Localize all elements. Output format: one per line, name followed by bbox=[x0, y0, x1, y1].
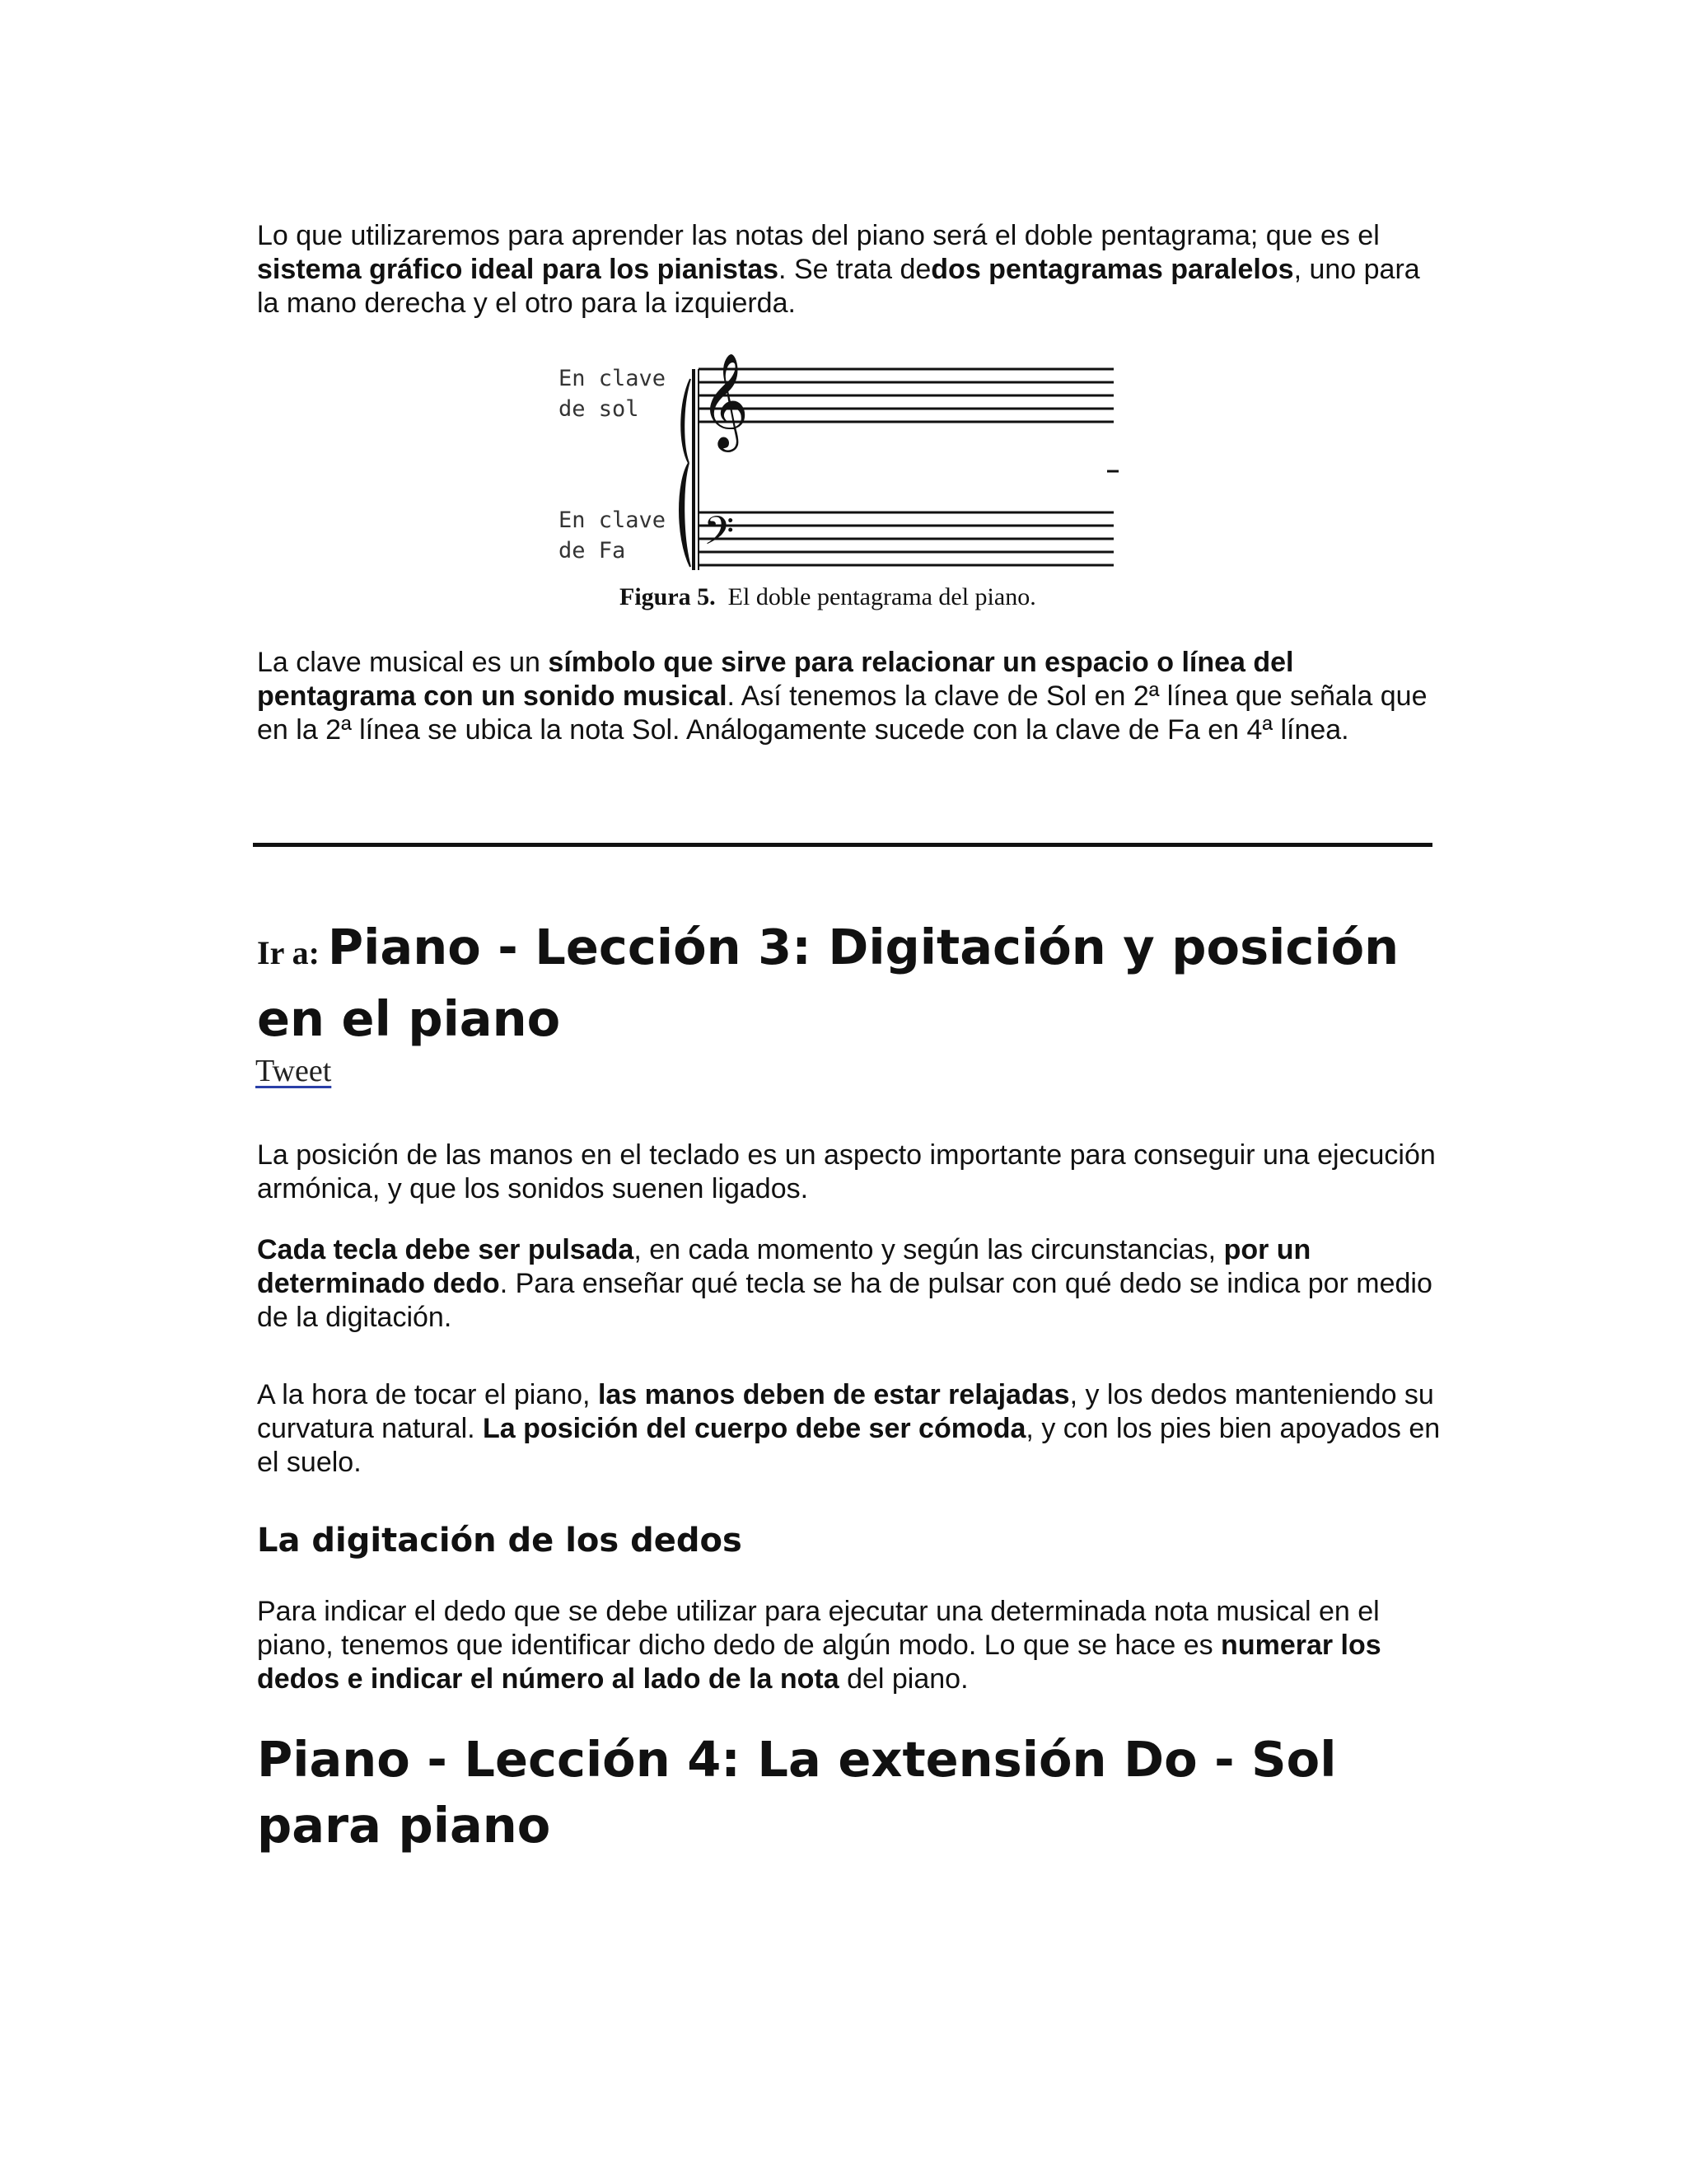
treble-staff bbox=[699, 369, 1114, 422]
brace-upper bbox=[681, 379, 690, 463]
p2-bold-1: Cada tecla debe ser pulsada bbox=[257, 1234, 634, 1265]
p3-text-1: A la hora de tocar el piano, bbox=[257, 1379, 598, 1410]
caption-text: El doble pentagrama del piano. bbox=[727, 583, 1036, 610]
lesson3-paragraph-1: La posición de las manos en el teclado es un aspecto importante para conseguir una ejecución armónica, y que los sonidos suenen ligados. bbox=[257, 1139, 1436, 1204]
intro-text-2: . Se trata de bbox=[778, 254, 932, 285]
grand-staff-image bbox=[554, 346, 1130, 593]
clave-paragraph bbox=[257, 646, 1443, 747]
p2-text-2: . Para enseñar qué tecla se ha de pulsar con qué dedo se indica por medio de la digitación. bbox=[257, 1268, 1432, 1333]
treble-label-line2: de sol bbox=[558, 396, 639, 422]
clave-text-1: La clave musical es un bbox=[257, 647, 549, 678]
bass-staff bbox=[699, 512, 1114, 565]
p3-bold-2: La posición del cuerpo debe ser cómoda bbox=[483, 1413, 1026, 1444]
intro-paragraph bbox=[257, 219, 1443, 320]
lesson3-prefix: Ir a: bbox=[257, 934, 328, 971]
tweet-link[interactable]: Tweet bbox=[255, 1054, 332, 1088]
clave-bold-1: símbolo que sirve para relacionar un espacio o línea del pentagrama con un sonido musical bbox=[257, 647, 1294, 712]
brace-lower bbox=[680, 463, 690, 567]
intro-text-3: , uno para la mano derecha y el otro para la izquierda. bbox=[257, 254, 1420, 319]
caption-label: Figura 5. bbox=[619, 583, 716, 610]
p3-text-2: , y los dedos manteniendo su curvatura natural. bbox=[257, 1379, 1434, 1444]
clave-text-2: . Así tenemos la clave de Sol en 2ª línea que señala que en la 2ª línea se ubica la nota Sol. Análogamente sucede con la clave de Fa en 4ª línea. bbox=[257, 680, 1428, 746]
lesson3-paragraph-2 bbox=[257, 1233, 1443, 1335]
digitacion-text-2: del piano. bbox=[839, 1663, 969, 1695]
treble-clef-icon: 𝄞 bbox=[700, 352, 750, 448]
digitacion-bold-1: numerar los dedos e indicar el número al lado de la nota bbox=[257, 1630, 1381, 1695]
p3-text-3: , y con los pies bien apoyados en el suelo. bbox=[257, 1413, 1441, 1478]
figure-caption bbox=[619, 582, 1036, 612]
lesson3-paragraph-3 bbox=[257, 1378, 1443, 1480]
intro-bold-1: sistema gráfico ideal para los pianistas bbox=[257, 254, 779, 285]
intro-text-1: Lo que utilizaremos para aprender las notas del piano será el doble pentagrama; que es el bbox=[257, 220, 1380, 251]
bass-label-line2: de Fa bbox=[558, 538, 626, 564]
digitacion-text-1: Para indicar el dedo que se debe utilizar para ejecutar una determinada nota musical en el piano, tenemos que identificar dicho dedo de algún modo. Lo que se hace es bbox=[257, 1596, 1380, 1661]
lesson3-heading bbox=[257, 914, 1460, 1052]
treble-label-line1: En clave bbox=[558, 366, 666, 391]
horizontal-rule bbox=[253, 843, 1432, 847]
p3-bold-1: las manos deben de estar relajadas bbox=[597, 1379, 1070, 1410]
digitacion-heading: La digitación de los dedos bbox=[257, 1522, 742, 1560]
p2-bold-2: por un determinado dedo bbox=[257, 1234, 1311, 1299]
intro-bold-2: dos pentagramas paralelos bbox=[931, 254, 1294, 285]
lesson3-title-link[interactable]: Piano - Lección 3: Digitación y posición en el piano bbox=[257, 919, 1400, 1047]
lesson4-heading: Piano - Lección 4: La extensión Do - Sol para piano bbox=[257, 1731, 1337, 1854]
bass-label-line1: En clave bbox=[558, 507, 666, 533]
digitacion-paragraph bbox=[257, 1595, 1443, 1696]
p2-text-1: , en cada momento y según las circunstancias, bbox=[633, 1234, 1224, 1265]
bass-clef-icon: 𝄢 bbox=[703, 507, 735, 564]
